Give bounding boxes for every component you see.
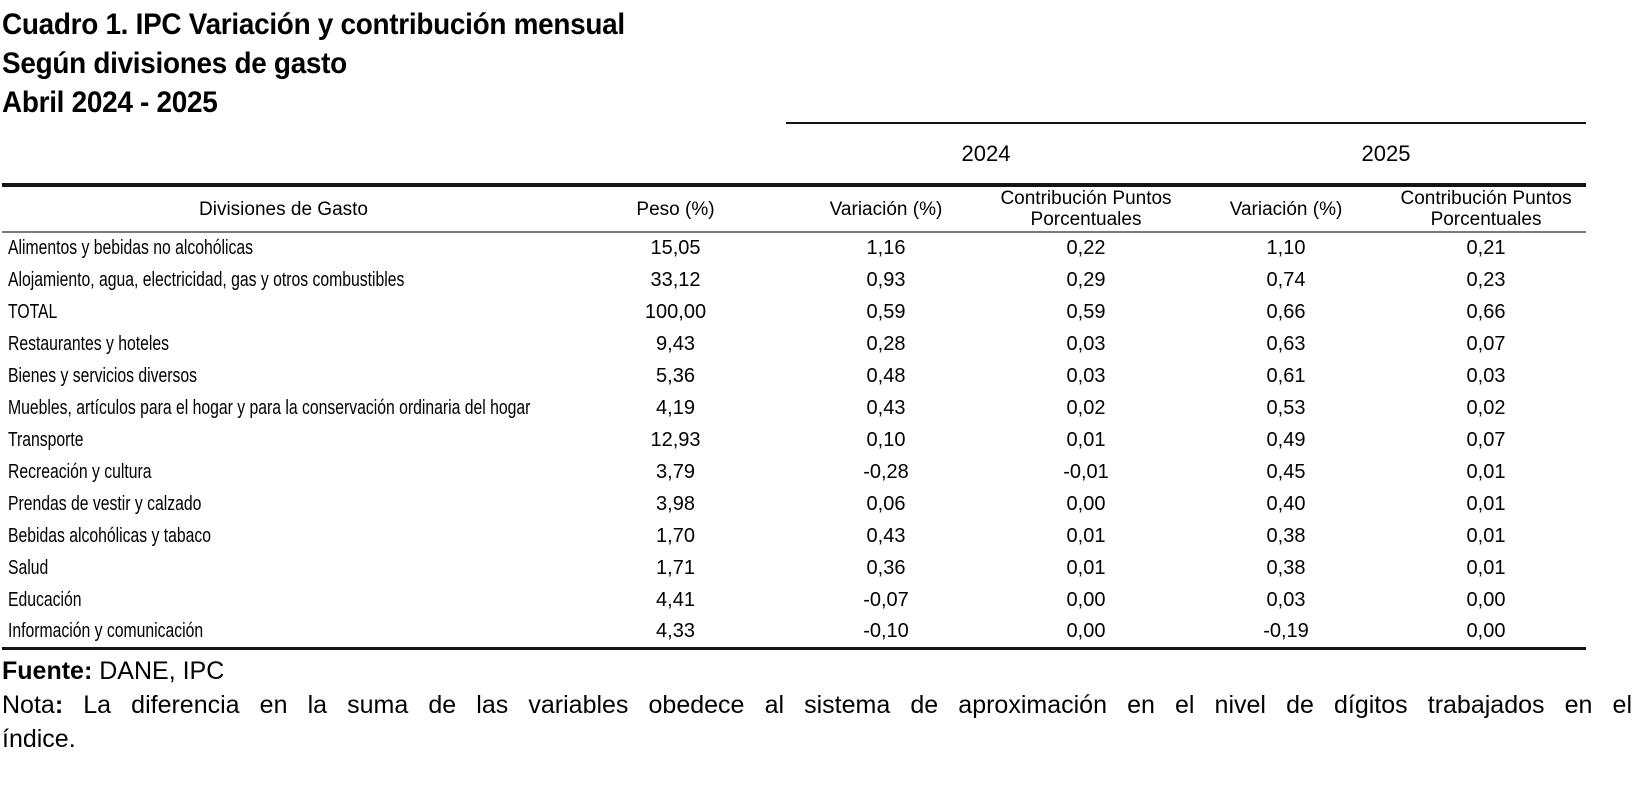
contrib-2024-cell: 0,03 — [1066, 364, 1106, 387]
contrib-2025-cell: 0,00 — [1386, 616, 1586, 648]
table-row — [2, 456, 1586, 488]
column-header-variacion-2024: Variación (%) — [786, 185, 986, 232]
contrib-2024-cell: 0,01 — [1066, 524, 1106, 547]
peso-cell: 1,71 — [656, 556, 695, 579]
division-cell — [2, 520, 565, 552]
table-row — [2, 488, 1586, 520]
note-label: Nota — [2, 690, 55, 719]
table-row — [2, 424, 1586, 456]
table-row — [2, 584, 1586, 616]
column-header-contribucion-2025: Contribución Puntos Porcentuales — [1386, 185, 1586, 232]
contrib-2025-cell: 0,23 — [1466, 268, 1506, 291]
var-2025-cell: 0,61 — [1266, 364, 1306, 387]
peso-cell: 3,79 — [656, 460, 695, 483]
contrib-2024-cell: 0,00 — [1066, 588, 1106, 611]
source-label: Fuente: — [2, 656, 93, 685]
division-cell — [2, 616, 565, 648]
var-2024-cell: 0,28 — [866, 332, 906, 355]
table-row — [2, 232, 1586, 264]
var-2024-cell: 0,43 — [866, 524, 906, 547]
contrib-2024-cell: 0,01 — [1066, 556, 1106, 579]
var-2024-cell: 0,48 — [866, 364, 906, 387]
division-cell — [2, 552, 565, 584]
contrib-2025-cell: 0,21 — [1466, 237, 1506, 259]
var-2025-cell: 0,38 — [1266, 524, 1306, 547]
contrib-2025-cell: 0,07 — [1466, 428, 1506, 451]
note-block — [2, 688, 1632, 756]
division-label: Alojamiento, agua, electricidad, gas y otros combustibles — [8, 268, 405, 291]
peso-cell: 1,70 — [656, 524, 695, 547]
table-row — [2, 328, 1586, 360]
var-2025-cell: 1,10 — [1266, 237, 1306, 259]
contrib-2025-cell: 0,01 — [1466, 460, 1506, 483]
year-group-row — [2, 123, 1586, 185]
peso-cell: 4,41 — [656, 588, 695, 611]
column-header-variacion-2025: Variación (%) — [1186, 185, 1386, 232]
note-text: La diferencia en la suma de las variables obedece al sistema de aproximación en el nivel de dígitos trabajados en el — [83, 690, 1632, 719]
division-label: Salud — [8, 556, 49, 579]
contrib-2025-cell: 0,01 — [1466, 556, 1506, 579]
title-line-1: Cuadro 1. IPC Variación y contribución mensual — [2, 8, 625, 41]
var-2025-cell: 0,38 — [1266, 556, 1306, 579]
peso-cell: 33,12 — [650, 268, 701, 291]
contrib-2024-cell: 0,00 — [1066, 492, 1106, 515]
contrib-2025-cell: 0,01 — [1466, 492, 1506, 515]
division-cell — [2, 456, 565, 488]
var-2025-cell: 0,53 — [1266, 396, 1306, 419]
var-2025-cell: 0,63 — [1266, 332, 1306, 355]
peso-cell: 100,00 — [644, 300, 707, 323]
table-row — [2, 360, 1586, 392]
column-header-contribucion-2024: Contribución Puntos Porcentuales — [986, 185, 1186, 232]
contrib-2025-cell: 0,03 — [1466, 364, 1506, 387]
title-line-2: Según divisiones de gasto — [2, 47, 347, 80]
table-row — [2, 264, 1586, 296]
year-header-2024: 2024 — [786, 123, 1186, 185]
year-group-spacer — [2, 123, 786, 185]
contrib-2024-cell: 0,02 — [1066, 396, 1106, 419]
division-label: Información y comunicación — [8, 619, 204, 642]
peso-cell: 5,36 — [656, 364, 695, 387]
contrib-2025-cell: 0,01 — [1466, 524, 1506, 547]
var-2025-cell: -0,19 — [1186, 616, 1386, 648]
table-body — [2, 232, 1586, 648]
peso-cell: 3,98 — [656, 492, 695, 515]
division-cell — [2, 424, 565, 456]
column-header-peso: Peso (%) — [565, 185, 786, 232]
division-label: Alimentos y bebidas no alcohólicas — [8, 237, 253, 259]
division-label: Bebidas alcohólicas y tabaco — [8, 524, 212, 547]
var-2024-cell: 0,43 — [866, 396, 906, 419]
source-text: DANE, IPC — [99, 656, 225, 685]
note-first-line — [2, 688, 1632, 722]
division-label: Muebles, artículos para el hogar y para la conservación ordinaria del hogar — [8, 396, 531, 419]
column-header-divisiones: Divisiones de Gasto — [2, 185, 565, 232]
var-2024-cell: 0,06 — [866, 492, 906, 515]
var-2024-cell: 0,36 — [866, 556, 906, 579]
peso-cell: 9,43 — [656, 332, 695, 355]
var-2024-cell: 0,59 — [866, 300, 906, 323]
contrib-2024-cell: 0,03 — [1066, 332, 1106, 355]
table-row — [2, 552, 1586, 584]
contrib-2024-cell: 0,29 — [1066, 268, 1106, 291]
division-label: Prendas de vestir y calzado — [8, 492, 202, 515]
note-colon: : — [54, 690, 64, 719]
var-2024-cell: -0,28 — [863, 460, 909, 483]
note-continuation: índice. — [2, 724, 76, 753]
contrib-2024-cell: -0,01 — [1063, 460, 1109, 483]
division-cell — [2, 488, 565, 520]
division-label: Bienes y servicios diversos — [8, 364, 197, 387]
var-2025-cell: 0,40 — [1266, 492, 1306, 515]
var-2025-cell: 0,66 — [1266, 300, 1306, 323]
year-header-2025: 2025 — [1186, 123, 1586, 185]
table-row — [2, 520, 1586, 552]
division-cell — [2, 584, 565, 616]
contrib-2025-cell: 0,02 — [1466, 396, 1506, 419]
peso-cell: 4,19 — [656, 396, 695, 419]
var-2024-cell: -0,10 — [786, 616, 986, 648]
var-2025-cell: 0,03 — [1266, 588, 1306, 611]
table-row — [2, 616, 1586, 648]
division-cell — [2, 328, 565, 360]
page-title — [2, 5, 1636, 122]
ipc-table — [2, 122, 1586, 650]
peso-cell: 12,93 — [650, 428, 701, 451]
contrib-2024-cell: 0,59 — [1066, 300, 1106, 323]
division-cell — [2, 296, 565, 328]
var-2024-cell: 0,93 — [866, 268, 906, 291]
var-2025-cell: 0,74 — [1266, 268, 1306, 291]
contrib-2024-cell: 0,01 — [1066, 428, 1106, 451]
division-label: Transporte — [8, 428, 84, 451]
division-cell — [2, 360, 565, 392]
var-2025-cell: 0,45 — [1266, 460, 1306, 483]
division-label: Educación — [8, 588, 82, 611]
contrib-2024-cell: 0,00 — [986, 616, 1186, 648]
var-2024-cell: 1,16 — [866, 237, 906, 259]
peso-cell: 4,33 — [565, 616, 786, 648]
source-line — [2, 654, 1636, 688]
division-label: Restaurantes y hoteles — [8, 332, 169, 355]
division-cell — [2, 392, 565, 424]
contrib-2024-cell: 0,22 — [1066, 237, 1106, 259]
contrib-2025-cell: 0,00 — [1466, 588, 1506, 611]
contrib-2025-cell: 0,66 — [1466, 300, 1506, 323]
var-2024-cell: 0,10 — [866, 428, 906, 451]
peso-cell: 15,05 — [650, 237, 701, 259]
table-row — [2, 296, 1586, 328]
division-label: TOTAL — [8, 300, 58, 323]
column-header-row — [2, 185, 1586, 232]
division-cell — [2, 232, 565, 264]
var-2024-cell: -0,07 — [863, 588, 909, 611]
var-2025-cell: 0,49 — [1266, 428, 1306, 451]
title-line-3: Abril 2024 - 2025 — [2, 86, 218, 119]
division-cell — [2, 264, 565, 296]
table-row — [2, 392, 1586, 424]
contrib-2025-cell: 0,07 — [1466, 332, 1506, 355]
division-label: Recreación y cultura — [8, 460, 152, 483]
